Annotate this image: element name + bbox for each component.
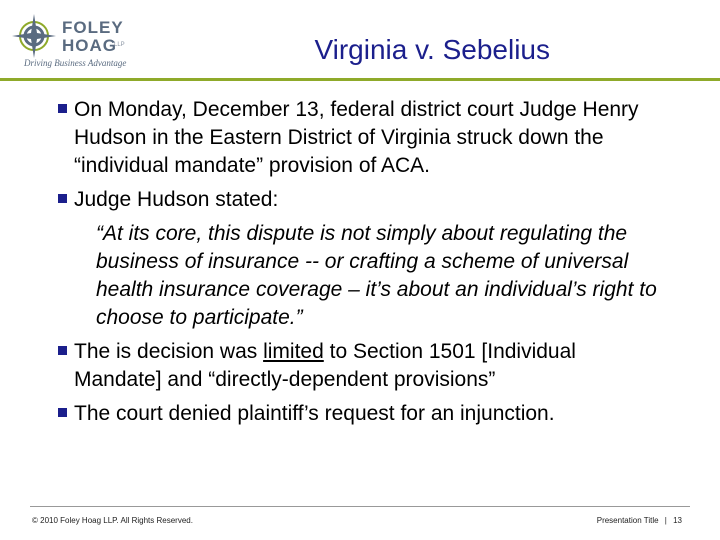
bullet-text-post: to Section 1501 [Individual Mandate] and “directly-dependent provisions” <box>74 340 576 391</box>
logo-word-foley: FOLEY <box>62 18 124 37</box>
bullet-item <box>58 186 668 214</box>
bullet-item <box>58 338 668 394</box>
bullet-text: The court denied plaintiff’s request for an injunction. <box>74 402 555 425</box>
square-bullet-icon <box>58 408 67 417</box>
bullet-text: Judge Hudson stated: <box>74 188 279 211</box>
bullet-text-pre: The is decision was <box>74 340 264 363</box>
logo-suffix: LLP <box>114 42 125 48</box>
bullet-text: On Monday, December 13, federal district court Judge Henry Hudson in the Eastern District of Virginia struck down the “individual mandate” provision of ACA. <box>74 98 639 177</box>
foley-hoag-logo <box>10 14 130 70</box>
page-number: 13 <box>673 516 682 525</box>
square-bullet-icon <box>58 346 67 355</box>
title-divider <box>0 78 720 81</box>
footer-copyright: © 2010 Foley Hoag LLP. All Rights Reserved. <box>32 516 193 525</box>
footer-meta <box>593 516 682 525</box>
logo-word-hoag: HOAG <box>62 36 117 55</box>
square-bullet-icon <box>58 194 67 203</box>
judge-quote: “At its core, this dispute is not simply about regulating the business of insurance -- or crafting a scheme of universal health insurance coverage – it’s about an individual’s right to choose to participate.” <box>96 222 657 329</box>
presentation-title: Presentation Title <box>596 516 659 525</box>
footer-divider <box>30 506 690 507</box>
slide-title: Virginia v. Sebelius <box>314 34 550 65</box>
bullet-text <box>74 340 576 391</box>
underlined-word: limited <box>263 340 324 363</box>
logo-tagline: Driving Business Advantage <box>24 58 127 68</box>
bullet-list <box>58 96 668 434</box>
bullet-item <box>58 400 668 428</box>
compass-star-icon <box>12 14 56 58</box>
footer-separator: | <box>664 516 667 525</box>
square-bullet-icon <box>58 104 67 113</box>
bullet-item <box>58 96 668 180</box>
